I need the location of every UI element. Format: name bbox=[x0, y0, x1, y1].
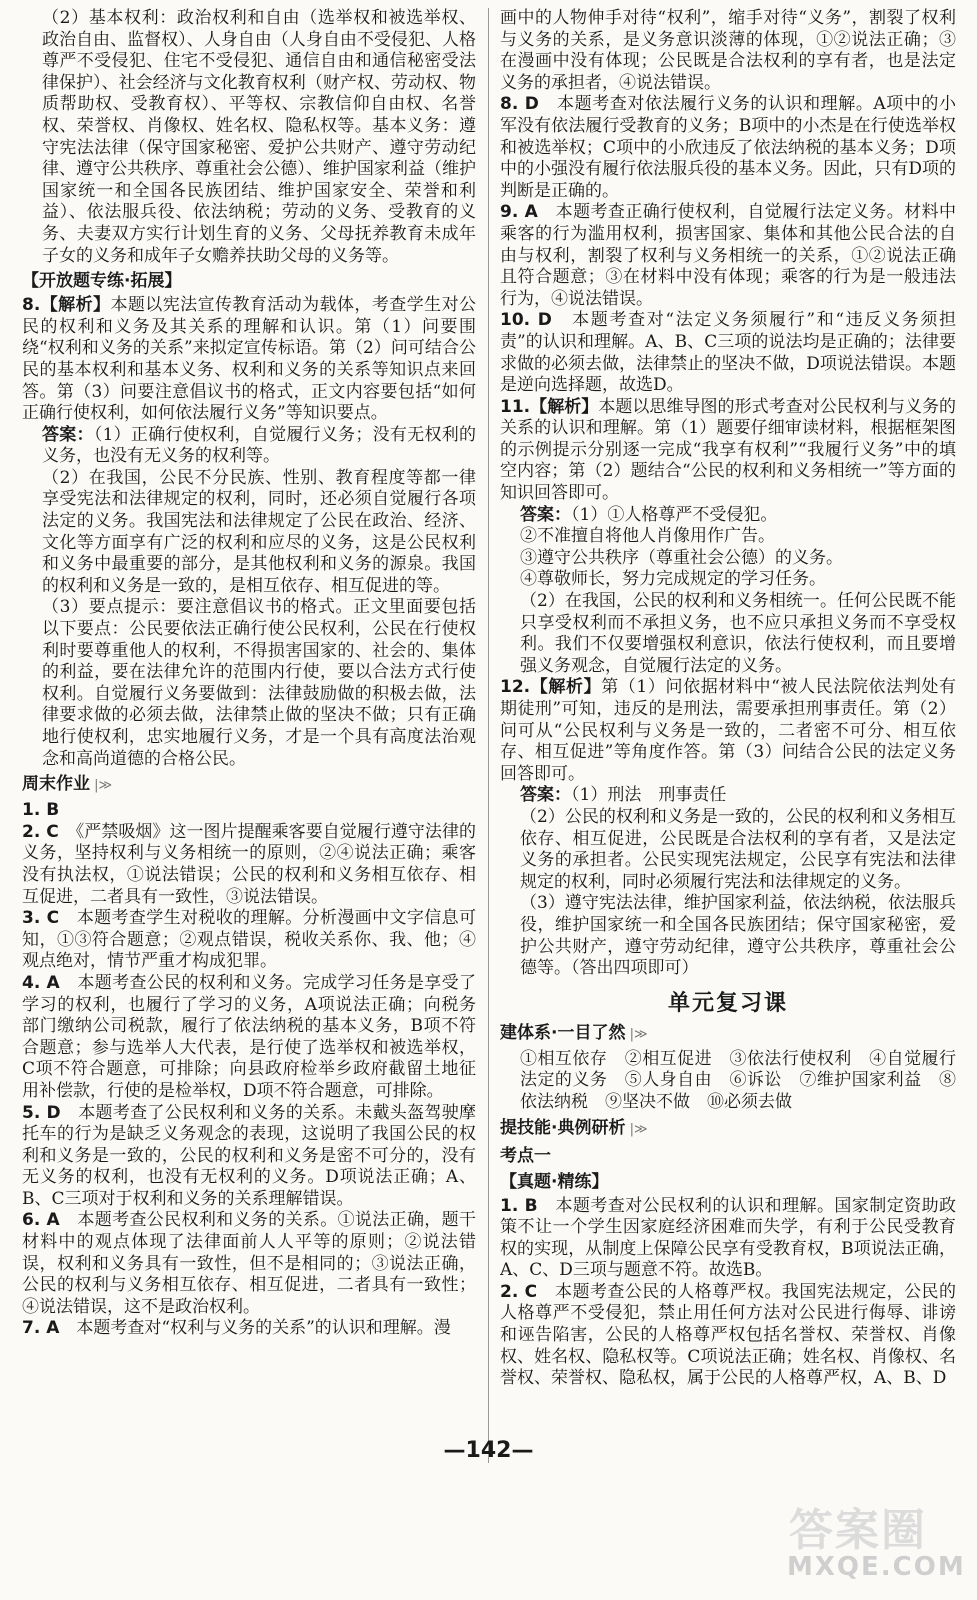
paragraph bbox=[500, 591, 956, 677]
section-heading bbox=[22, 269, 476, 293]
question-number: 2. C bbox=[22, 821, 76, 842]
question-number: 4. A bbox=[22, 972, 78, 993]
answer-tag: 【解析】 bbox=[40, 295, 111, 316]
answer-item bbox=[22, 1103, 476, 1211]
paragraph-text: 本题考查公民的人格尊严权。我国宪法规定，公民的人格尊严不受侵犯，禁止用任何方法对公民进行侮辱、诽谤和诬告陷害，公民的人格尊严权包括名誉权、荣誉权、肖像权、姓名权、隐私权等。C项说法正确；姓名权、肖像权、名誉权、荣誉权、隐私权，属于公民的人格尊严权，A、B、D bbox=[500, 1281, 956, 1389]
question-number: 8. D bbox=[500, 94, 558, 115]
answer-item bbox=[500, 1282, 956, 1390]
watermark-chinese: 答案圈 bbox=[789, 1505, 927, 1556]
paragraph bbox=[500, 548, 956, 570]
paragraph bbox=[22, 425, 476, 468]
question-number: 1. B bbox=[22, 800, 77, 821]
paragraph bbox=[500, 785, 956, 807]
paragraph-text: （2）在我国，公民的权利和义务相统一。任何公民既不能只享受权利而不承担义务，也不应只承担义务而不享受权利。我们不仅要增强权利意识，依法行使权利，而且要增强义务观念，自觉履行法定的义务。 bbox=[520, 591, 956, 676]
section-heading bbox=[22, 772, 476, 798]
answer-item bbox=[500, 1196, 956, 1282]
paragraph-text: 本题考查对依法履行义务的认识和理解。A项中的小军没有依法履行受教育的义务；B项中的小杰是在行使选举权和被选举权；C项中的小欣违反了依法纳税的基本义务；D项中的小强没有履行依法服兵役的基本义务。因此，只有D项的判断是正确的。 bbox=[500, 94, 956, 201]
question-number: 6. A bbox=[22, 1210, 78, 1231]
answer-item bbox=[22, 295, 476, 425]
paragraph-text: 本题考查对“权利与义务的关系”的认识和理解。漫 bbox=[76, 1318, 451, 1339]
question-number: 2. C bbox=[500, 1281, 556, 1302]
paragraph-text: （1）①人格尊严不受侵犯。 bbox=[571, 504, 778, 525]
answer-item bbox=[500, 202, 956, 310]
paragraph-text: 本题以思维导图的形式考查对公民权利与义务的关系的认识和理解。第（1）题要仔细审读材料，根据框架图的示例提示分别逐一完成“我享有权利”“我履行义务”中的填空内容；第（2）题结合“公民的权利和义务相统一”等方面的知识回答即可。 bbox=[500, 396, 956, 504]
column-divider bbox=[488, 8, 489, 1463]
answer-tag: 答案： bbox=[42, 424, 94, 445]
paragraph bbox=[22, 8, 476, 267]
question-number: 8. bbox=[22, 295, 41, 316]
answer-item bbox=[22, 800, 476, 822]
paragraph bbox=[22, 597, 476, 770]
answer-item bbox=[500, 94, 956, 202]
answer-item bbox=[500, 397, 956, 505]
paragraph-text: 第（1）问依据材料中“被人民法院依法判处有期徒刑”可知，违反的是刑法，需要承担刑事责任。第（2）问可从“公民权利与义务是一致的，二者密不可分、相互依存、相互促进”等角度作答。第（3）问结合公民的法定义务回答即可。 bbox=[500, 677, 956, 784]
section-heading-text: 【真题·精练】 bbox=[500, 1171, 609, 1192]
section-arrow-icon: |≫ bbox=[90, 778, 113, 794]
section-heading-text: 提技能·典例研析 bbox=[500, 1117, 626, 1138]
paragraph-text: 本题考查公民的权利和义务。完成学习任务是享受了学习的权利，也履行了学习的义务，A项说法正确；向税务部门缴纳公司税款，履行了依法纳税的基本义务，B项不符合题意；参与选举人大代表，是行使了选举权和被选举权，C项不符合题意，可排除；向县政府检举乡政府截留土地征用补偿款，行使的是检举权，D项不符合题意，可排除。 bbox=[22, 972, 476, 1101]
question-number: 1. B bbox=[500, 1195, 556, 1216]
paragraph bbox=[500, 569, 956, 591]
right-column bbox=[500, 8, 956, 1460]
unit-review-title: 单元复习课 bbox=[667, 990, 788, 1016]
paragraph-text: （2）公民的权利和义务是一致的，公民的权利和义务相互依存、相互促进，公民既是合法权利的享有者，又是法定义务的承担者。公民实现宪法规定，公民享有宪法和法律规定的权利，同时必须履行宪法和法律规定的义务。 bbox=[520, 806, 956, 892]
question-number: 10. D bbox=[500, 310, 573, 331]
answer-tag: 答案： bbox=[520, 504, 571, 525]
section-heading bbox=[500, 1021, 956, 1047]
section-heading-text: 建体系·一目了然 bbox=[500, 1022, 626, 1043]
answer-tag: 【解析】 bbox=[530, 396, 599, 417]
paragraph-text: （1）正确行使权利，自觉履行义务；没有无权利的义务，也没有无义务的权利等。 bbox=[42, 424, 476, 467]
paragraph-text: （3）遵守宪法法律，维护国家利益，依法纳税，依法服兵役，维护国家统一和全国各民族团结；保守国家秘密，爱护公共财产，遵守劳动纪律，遵守公共秩序，尊重社会公德等。（答出四项即可） bbox=[520, 893, 956, 979]
answer-item bbox=[500, 677, 956, 785]
paragraph-text: （1）刑法 刑事责任 bbox=[571, 785, 727, 806]
paragraph-text: 本题考查正确行使权利，自觉履行法定义务。材料中乘客的行为滥用权利，损害国家、集体和其他公民合法的自由与权利，割裂了权利与义务相统一的关系，①②说法正确且符合题意；③在材料中没有体现；乘客的行为是一般违法行为，④说法错误。 bbox=[500, 202, 956, 309]
section-heading bbox=[500, 1170, 956, 1194]
paragraph bbox=[500, 526, 956, 548]
paragraph-text: 《严禁吸烟》这一图片提醒乘客要自觉履行遵守法律的义务，坚持权利与义务相统一的原则，②④说法正确；乘客没有执法权，①说法错误；公民的权利和义务相互依存、相互促进，二者具有一致性，③说法错误。 bbox=[22, 821, 476, 907]
answer-item bbox=[500, 310, 956, 396]
paragraph bbox=[22, 468, 476, 598]
paragraph-text: ④尊敬师长，努力完成规定的学习任务。 bbox=[520, 569, 826, 590]
paragraph bbox=[500, 8, 956, 94]
paragraph-text: 本题考查对公民权利的认识和理解。国家制定资助政策不让一个学生因家庭经济困难而失学，有利于公民受教育权的实现，从制度上保障公民享有受教育权，B项说法正确，A、C、D三项与题意不符。故选B。 bbox=[500, 1195, 956, 1281]
paragraph-text: 本题以宪法宣传教育活动为载体，考查学生对公民的权利和义务及其关系的理解和认识。第（1）问要围绕“权利和义务的关系”来拟定宣传标语。第（2）问可结合公民的基本权利和基本义务、权利和义务的关系等知识点来回答。第（3）问要注意倡议书的格式，正文内容要包括“如何正确行使权利，如何依法履行义务”等知识要点。 bbox=[22, 295, 476, 424]
paragraph bbox=[500, 1049, 956, 1114]
section-heading-text: 【开放题专练·拓展】 bbox=[22, 271, 182, 292]
paragraph bbox=[500, 893, 956, 979]
section-arrow-icon: |≫ bbox=[625, 1121, 648, 1137]
paragraph-text: （2）在我国，公民不分民族、性别、教育程度等都一律享受宪法和法律规定的权利，同时，还必须自觉履行各项法定的义务。我国宪法和法律规定了公民在政治、经济、文化等方面享有广泛的权利和应尽的义务，这是公民权利和义务中最重要的部分，是其他权利和义务的源泉。我国的权利和义务是一致的，是相互依存、相互促进的等。 bbox=[42, 467, 476, 596]
question-number: 12. bbox=[500, 677, 531, 698]
paragraph bbox=[500, 807, 956, 893]
section-heading bbox=[500, 1144, 956, 1168]
paragraph-text: ③遵守公共秩序（尊重社会公德）的义务。 bbox=[520, 547, 843, 568]
question-number: 11. bbox=[500, 396, 531, 417]
watermark-url: MXQE.COM bbox=[787, 1552, 966, 1582]
paragraph-text: 本题考查对“法定义务须履行”和“违反义务须担责”的认识和理解。A、B、C三项的说法均是正确的；法律要求做的必须去做，法律禁止的坚决不做，D项说法错误。本题是逆向选择题，故选D。 bbox=[500, 310, 956, 396]
answer-item bbox=[22, 973, 476, 1103]
paragraph-text: （2）基本权利：政治权利和自由（选举权和被选举权、政治自由、监督权）、人身自由（人身自由不受侵犯、人格尊严不受侵犯、住宅不受侵犯、通信自由和通信秘密受法律保护）、社会经济与文化教育权利（财产权、劳动权、物质帮助权、受教育权）、平等权、宗教信仰自由权、名誉权、荣誉权、肖像权、姓名权、隐私权等。基本义务：遵守宪法法律（保守国家秘密、爱护公共财产、遵守劳动纪律、遵守公共秩序、尊重社会公德）、维护国家利益（维护国家统一和全国各民族团结、维护国家安全、荣誉和利益）、依法服兵役、依法纳税；劳动的义务、受教育的义务、夫妻双方实行计划生育的义务、父母抚养教育未成年子女的义务和成年子女赡养扶助父母的义务等。 bbox=[42, 8, 476, 266]
section-heading-text: 周末作业 bbox=[22, 774, 90, 795]
paragraph-text: 本题考查公民权利和义务的关系。①说法正确，题干材料中的观点体现了法律面前人人平等的原则；②说法错误，权利和义务具有一致性，但不是相同的；③说法正确，公民的权利与义务相互依存、相互促进，二者具有一致性；④说法错误，这不是政治权利。 bbox=[22, 1210, 476, 1317]
paragraph-text: （3）要点提示：要注意倡议书的格式。正文里面要包括以下要点：公民要依法正确行使公民权利，公民在行使权利时要尊重他人的权利，不得损害国家的、社会的、集体的利益，要在法律允许的范围内行使，要以合法方式行使权利。自觉履行义务要做到：法律鼓励做的积极去做，法律要求做的必须去做，法律禁止做的坚决不做；只有正确地行使权利，忠实地履行义务，才是一个具有高度法治观念和高尚道德的合格公民。 bbox=[42, 597, 476, 769]
question-number: 5. D bbox=[22, 1102, 79, 1123]
answer-item bbox=[22, 1210, 476, 1318]
answer-item bbox=[22, 1318, 476, 1340]
answer-tag: 【解析】 bbox=[530, 677, 602, 698]
paragraph-text: 本题考查学生对税收的理解。分析漫画中文字信息可知，①③符合题意；②观点错误，税收关系你、我、他；④观点绝对，情节严重才构成犯罪。 bbox=[22, 908, 476, 972]
answer-item bbox=[22, 822, 476, 908]
paragraph-text: ②不准擅自将他人肖像用作广告。 bbox=[520, 526, 775, 547]
watermark-logo bbox=[779, 1490, 966, 1590]
paragraph-text: 画中的人物伸手对待“权利”，缩手对待“义务”，割裂了权利与义务的关系，是义务意识淡薄的体现，①②说法正确；③在漫画中没有体现；公民既是合法权利的享有者，也是法定义务的承担者，④说法错误。 bbox=[500, 8, 956, 93]
page-number: —142— bbox=[443, 1438, 534, 1463]
answer-tag: 答案： bbox=[520, 785, 571, 806]
question-number: 7. A bbox=[22, 1318, 77, 1339]
section-heading bbox=[500, 1116, 956, 1142]
section-heading-text: 考点一 bbox=[500, 1145, 551, 1166]
question-number: 9. A bbox=[500, 202, 556, 223]
left-column bbox=[22, 8, 476, 1460]
paragraph-text: ①相互依存 ②相互促进 ③依法行使权利 ④自觉履行法定的义务 ⑤人身自由 ⑥诉讼 ⑦维护国家利益 ⑧依法纳税 ⑨坚决不做 ⑩必须去做 bbox=[520, 1048, 956, 1112]
paragraph bbox=[500, 505, 956, 527]
section-arrow-icon: |≫ bbox=[625, 1026, 648, 1042]
paragraph-text: 本题考查了公民权利和义务的关系。未戴头盔驾驶摩托车的行为是缺乏义务观念的表现，这说明了我国公民的权利和义务是一致的，公民的权利和义务是密不可分的，没有无义务的权利，也没有无权利的义务。D项说法正确；A、B、C三项对于权利和义务的关系理解错误。 bbox=[22, 1102, 476, 1209]
answer-item bbox=[22, 908, 476, 973]
question-number: 3. C bbox=[22, 908, 77, 929]
